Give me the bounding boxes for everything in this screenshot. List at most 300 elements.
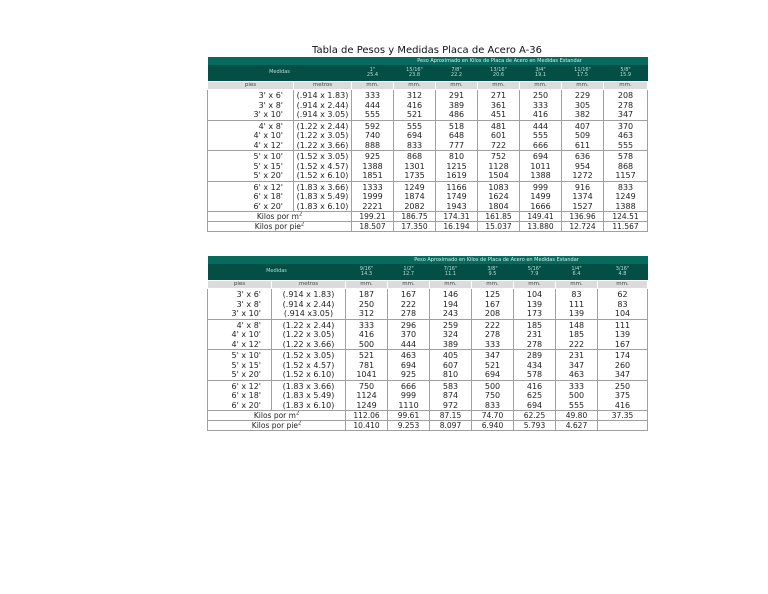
weight-value: 1499 (530, 192, 551, 201)
size-metros-line: (1.52 x 3.05) (296, 152, 349, 161)
kilos_m2-value: 136.96 (562, 212, 604, 222)
weight-value: 312 (358, 309, 375, 318)
weight-value: 500 (568, 391, 585, 400)
weight-cell (472, 380, 514, 411)
thickness-inch: 1/4" (571, 265, 582, 272)
weight-cell (436, 181, 478, 212)
weight-value: 125 (484, 290, 501, 299)
thickness-mm: 17.5 (576, 72, 589, 78)
size-pies-line: 4' x 10' (231, 330, 261, 339)
weight-cell (598, 319, 648, 350)
thickness-inch: 13/16" (490, 66, 507, 73)
weight-value: 1735 (404, 171, 425, 180)
thickness-column-header (472, 264, 514, 281)
size-metros-line: (1.83 x 5.49) (282, 391, 335, 400)
weight-cell (352, 151, 394, 182)
kilos_pie2-value: 16.194 (436, 222, 478, 232)
weight-cell (514, 289, 556, 320)
weight-cell (472, 319, 514, 350)
size-metros-line: (1.83 x 5.49) (296, 192, 349, 201)
weight-value: 833 (617, 182, 634, 192)
weight-value: 463 (568, 370, 585, 379)
weight-value: 888 (364, 140, 381, 150)
weight-value: 222 (400, 299, 417, 309)
weight-cell (556, 380, 598, 411)
table-row (208, 319, 648, 350)
weight-value: 148 (568, 320, 585, 330)
size-metros (294, 120, 352, 151)
weight-value: 416 (406, 100, 423, 110)
weight-value: 111 (568, 299, 585, 309)
page-title: Tabla de Pesos y Medidas Placa de Acero A-36 (312, 45, 542, 56)
unit-mm: mm. (394, 82, 436, 90)
weight-cell (430, 380, 472, 411)
size-pies-line: 4' x 8' (236, 320, 261, 330)
size-pies-line: 5' x 20' (253, 171, 283, 180)
weight-value: 583 (442, 381, 459, 391)
weight-value: 229 (574, 91, 591, 100)
weight-cell (394, 151, 436, 182)
weight-value: 509 (574, 131, 591, 140)
weight-value: 1041 (356, 370, 377, 379)
kilos_m2-value: 149.41 (520, 212, 562, 222)
weight-value: 999 (532, 182, 549, 192)
thickness-column-header (436, 65, 478, 82)
kilos-m2-row (208, 212, 648, 222)
weight-value: 222 (568, 339, 585, 349)
weight-value: 146 (442, 290, 459, 299)
kilos_m2-label-text: Kilos por m (256, 212, 299, 221)
weight-value: 111 (614, 320, 631, 330)
weight-value: 259 (442, 320, 459, 330)
size-pies-line: 5' x 20' (231, 370, 261, 379)
weight-value: 291 (448, 91, 465, 100)
weight-value: 1124 (356, 391, 377, 400)
weight-value: 648 (448, 131, 465, 140)
size-pies (208, 90, 294, 121)
table-caption: Peso Aproximado en Kilos de Placa de Acero en Medidas Estandar (352, 57, 648, 65)
weight-cell (436, 120, 478, 151)
size-pies (208, 120, 294, 151)
weight-value: 167 (484, 299, 501, 309)
weight-value: 231 (568, 351, 585, 360)
unit-mm: mm. (388, 281, 430, 289)
size-pies-line: 6' x 18' (253, 192, 283, 201)
weight-value: 278 (617, 100, 634, 110)
unit-mm: mm. (472, 281, 514, 289)
weight-value: 521 (406, 110, 423, 119)
unit-metros: metros (294, 82, 352, 90)
size-pies-line: 5' x 15' (231, 360, 261, 370)
weight-value: 375 (614, 391, 631, 400)
weight-value: 222 (484, 320, 501, 330)
weight-cell (430, 319, 472, 350)
thickness-mm: 22.2 (450, 72, 463, 78)
weight-value: 1083 (488, 182, 509, 192)
kilos_pie2-label (208, 222, 352, 232)
thickness-inch: 7/16" (443, 265, 458, 272)
weight-value: 139 (526, 299, 543, 309)
weight-value: 1157 (615, 171, 636, 180)
weight-value: 1388 (530, 171, 551, 180)
weight-value: 347 (617, 110, 634, 119)
size-pies-line: 4' x 12' (231, 339, 261, 349)
weight-cell (478, 120, 520, 151)
size-metros-line: (1.83 x 6.10) (282, 400, 335, 410)
table-row (208, 350, 648, 381)
medidas-header: Medidas (208, 264, 346, 281)
weight-value: 416 (358, 330, 375, 339)
size-pies-line: 6' x 12' (253, 182, 283, 192)
weight-cell (598, 380, 648, 411)
thickness-inch: 3/16" (615, 265, 630, 272)
size-metros-line: (.914 x 1.83) (296, 91, 349, 100)
kilos_pie2-value: 5.793 (514, 421, 556, 431)
weight-value: 607 (442, 360, 459, 370)
size-pies (208, 319, 272, 350)
thickness-inch: 9/16" (359, 265, 374, 272)
kilos_m2-value: 174.31 (436, 212, 478, 222)
weight-value: 694 (400, 360, 417, 370)
weight-value: 278 (526, 339, 543, 349)
weight-value: 389 (442, 339, 459, 349)
weight-value: 781 (358, 360, 375, 370)
size-pies-line: 3' x 8' (258, 100, 283, 110)
thickness-column-header (520, 65, 562, 82)
weight-value: 578 (617, 152, 634, 161)
size-pies-line: 3' x 8' (236, 299, 261, 309)
weight-value: 2082 (404, 201, 425, 211)
weight-cell (394, 90, 436, 121)
thickness-inch: 3/4" (535, 66, 546, 73)
weight-value: 1999 (362, 192, 383, 201)
weight-value: 972 (442, 400, 459, 410)
size-pies-line: 4' x 8' (258, 121, 283, 131)
weight-value: 370 (400, 330, 417, 339)
size-metros-line: (.914 x3.05) (283, 309, 334, 318)
unit-metros: metros (272, 281, 346, 289)
kilos_m2-value: 74.70 (472, 411, 514, 421)
weight-cell (394, 181, 436, 212)
table-row (208, 181, 648, 212)
weight-value: 954 (574, 161, 591, 171)
weight-value: 2221 (362, 201, 383, 211)
size-metros-line: (.914 x 2.44) (282, 299, 335, 309)
table-caption-row (208, 57, 648, 65)
weight-value: 925 (400, 370, 417, 379)
weight-value: 592 (364, 121, 381, 131)
weight-value: 312 (406, 91, 423, 100)
size-metros-line: (1.52 x 4.57) (296, 161, 349, 171)
unit-pies: pies (208, 281, 272, 289)
weight-value: 666 (400, 381, 417, 391)
weight-cell (478, 90, 520, 121)
weight-value: 916 (574, 182, 591, 192)
weight-value: 347 (484, 351, 501, 360)
weight-cell (604, 120, 648, 151)
weight-value: 521 (484, 360, 501, 370)
size-pies (208, 181, 294, 212)
weight-value: 833 (484, 400, 501, 410)
weight-value: 208 (484, 309, 501, 318)
thickness-column-header (388, 264, 430, 281)
weight-value: 1166 (446, 182, 467, 192)
kilos_pie2-value: 8.097 (430, 421, 472, 431)
weight-value: 1749 (446, 192, 467, 201)
weight-cell (562, 151, 604, 182)
weight-value: 694 (484, 370, 501, 379)
size-metros-line: (1.22 x 3.05) (296, 131, 349, 140)
thickness-column-header (478, 65, 520, 82)
weight-value: 1666 (530, 201, 551, 211)
kilos_m2-value: 37.35 (598, 411, 648, 421)
weight-value: 451 (490, 110, 507, 119)
weight-value: 1249 (404, 182, 425, 192)
weight-cell (598, 350, 648, 381)
weight-value: 500 (484, 381, 501, 391)
size-metros-line: (1.83 x 3.66) (282, 381, 335, 391)
weight-cell (556, 319, 598, 350)
table-row (208, 120, 648, 151)
size-metros (272, 319, 346, 350)
thickness-inch: 7/8" (451, 66, 462, 73)
weight-value: 174 (614, 351, 631, 360)
thickness-column-header (430, 264, 472, 281)
size-metros (272, 350, 346, 381)
thickness-mm: 6.4 (572, 271, 581, 277)
squared-sign: 2 (295, 410, 300, 417)
weight-cell (430, 289, 472, 320)
thickness-inch: 1" (369, 66, 376, 73)
size-pies-line: 3' x 10' (231, 309, 261, 318)
thickness-mm: 20.6 (492, 72, 505, 78)
weight-value: 810 (448, 152, 465, 161)
kilos_m2-value: 62.25 (514, 411, 556, 421)
kilos_m2-value: 87.15 (430, 411, 472, 421)
weight-value: 444 (532, 121, 549, 131)
weight-cell (436, 90, 478, 121)
weight-value: 500 (358, 339, 375, 349)
weight-value: 1624 (488, 192, 509, 201)
weight-value: 231 (526, 330, 543, 339)
thickness-inch: 5/16" (527, 265, 542, 272)
weight-cell (346, 289, 388, 320)
weight-cell (388, 319, 430, 350)
size-pies-line: 4' x 12' (253, 140, 283, 150)
thickness-mm: 7.9 (530, 271, 539, 277)
unit-mm: mm. (436, 82, 478, 90)
weight-value: 1011 (530, 161, 551, 171)
weight-value: 666 (532, 140, 549, 150)
thickness-mm: 12.7 (402, 271, 415, 277)
size-metros (294, 90, 352, 121)
weight-value: 740 (364, 131, 381, 140)
thickness-mm: 19.1 (534, 72, 547, 78)
thickness-column-header (598, 264, 648, 281)
kilos_pie2-label-text: Kilos por pie (254, 222, 302, 231)
weight-cell (556, 289, 598, 320)
weight-value: 810 (442, 370, 459, 379)
weight-cell (556, 350, 598, 381)
table-row (208, 151, 648, 182)
kilos-pie2-row (208, 421, 648, 431)
unit-mm: mm. (478, 82, 520, 90)
weight-value: 434 (526, 360, 543, 370)
weight-value: 347 (614, 370, 631, 379)
kilos_m2-value: 161.85 (478, 212, 520, 222)
weight-cell (562, 120, 604, 151)
weight-value: 750 (484, 391, 501, 400)
size-metros-line: (1.22 x 3.66) (296, 140, 349, 150)
weight-cell (352, 90, 394, 121)
unit-mm: mm. (604, 82, 648, 90)
weight-value: 868 (406, 152, 423, 161)
size-pies-line: 6' x 12' (231, 381, 261, 391)
thickness-column-header (604, 65, 648, 82)
weight-value: 1249 (615, 192, 636, 201)
weight-value: 1943 (446, 201, 467, 211)
table-caption: Peso Aproximado en Kilos de Placa de Acero en Medidas Estandar (346, 256, 648, 264)
weight-cell (514, 350, 556, 381)
weight-value: 601 (490, 131, 507, 140)
weight-cell (472, 350, 514, 381)
kilos_pie2-value: 6.940 (472, 421, 514, 431)
kilos_m2-value: 112.06 (346, 411, 388, 421)
size-pies-line: 5' x 15' (253, 161, 283, 171)
weight-value: 185 (568, 330, 585, 339)
size-metros-line: (1.22 x 3.66) (282, 339, 335, 349)
weight-value: 611 (574, 140, 591, 150)
size-metros-line: (1.52 x 6.10) (282, 370, 335, 379)
weight-value: 694 (406, 131, 423, 140)
size-metros (272, 289, 346, 320)
size-pies (208, 289, 272, 320)
size-metros-line: (.914 x 1.83) (282, 290, 335, 299)
kilos_pie2-label-text: Kilos por pie (251, 421, 299, 430)
unit-pies: pies (208, 82, 294, 90)
weight-value: 750 (358, 381, 375, 391)
weight-value: 555 (406, 121, 423, 131)
thickness-column-header (562, 65, 604, 82)
size-metros-line: (1.83 x 3.66) (296, 182, 349, 192)
thickness-column-header (556, 264, 598, 281)
weight-value: 694 (526, 400, 543, 410)
thickness-inch: 3/8" (487, 265, 498, 272)
weight-value: 752 (490, 152, 507, 161)
weight-value: 324 (442, 330, 459, 339)
size-pies-line: 6' x 20' (253, 201, 283, 211)
weight-cell (352, 120, 394, 151)
unit-mm: mm. (562, 82, 604, 90)
kilos_m2-value: 124.51 (604, 212, 648, 222)
weight-cell (520, 120, 562, 151)
weight-value: 250 (358, 299, 375, 309)
weight-value: 1128 (488, 161, 509, 171)
weight-cell (346, 380, 388, 411)
thickness-mm: 25.4 (366, 72, 379, 78)
size-pies (208, 350, 272, 381)
weight-value: 250 (532, 91, 549, 100)
weight-value: 333 (358, 320, 375, 330)
unit-row (208, 82, 648, 90)
size-metros-line: (1.22 x 2.44) (296, 121, 349, 131)
weight-value: 289 (526, 351, 543, 360)
squared-sign: 2 (298, 211, 303, 218)
kilos_m2-label-text: Kilos por m (253, 411, 296, 420)
table-row (208, 90, 648, 121)
weight-cell (478, 181, 520, 212)
thickness-inch: 5/8" (620, 66, 631, 73)
kilos_m2-value: 99.61 (388, 411, 430, 421)
table-caption-row (208, 256, 648, 264)
thickness-mm: 14.3 (360, 271, 373, 277)
steel-plate-table-2 (207, 256, 648, 431)
weight-cell (520, 181, 562, 212)
weight-cell (352, 181, 394, 212)
weight-value: 722 (490, 140, 507, 150)
size-metros (272, 380, 346, 411)
unit-mm: mm. (352, 82, 394, 90)
thickness-mm: 4.8 (618, 271, 627, 277)
size-metros (294, 181, 352, 212)
weight-value: 167 (400, 290, 417, 299)
weight-value: 1249 (356, 400, 377, 410)
weight-value: 1874 (404, 192, 425, 201)
weight-value: 278 (400, 309, 417, 318)
weight-value: 407 (574, 121, 591, 131)
size-metros-line: (1.52 x 4.57) (282, 360, 335, 370)
weight-value: 694 (532, 152, 549, 161)
weight-value: 333 (484, 339, 501, 349)
weight-value: 1388 (615, 201, 636, 211)
weight-cell (388, 380, 430, 411)
weight-value: 444 (400, 339, 417, 349)
size-metros-line: (1.22 x 3.05) (282, 330, 335, 339)
kilos_m2-value: 199.21 (352, 212, 394, 222)
weight-value: 382 (574, 110, 591, 119)
weight-value: 874 (442, 391, 459, 400)
thickness-column-header (394, 65, 436, 82)
squared-sign: 2 (301, 221, 305, 228)
weight-value: 486 (448, 110, 465, 119)
thickness-mm: 11.1 (444, 271, 457, 277)
weight-value: 139 (568, 309, 585, 318)
thickness-column-header (346, 264, 388, 281)
weight-value: 194 (442, 299, 459, 309)
weight-value: 271 (490, 91, 507, 100)
weight-value: 167 (614, 339, 631, 349)
weight-value: 625 (526, 391, 543, 400)
weight-value: 1374 (572, 192, 593, 201)
weight-value: 260 (614, 360, 631, 370)
weight-cell (346, 350, 388, 381)
weight-value: 187 (358, 290, 375, 299)
unit-mm: mm. (514, 281, 556, 289)
kilos_pie2-value: 12.724 (562, 222, 604, 232)
weight-value: 333 (364, 91, 381, 100)
size-metros-line: (1.83 x 6.10) (296, 201, 349, 211)
weight-value: 416 (526, 381, 543, 391)
weight-value: 333 (568, 381, 585, 391)
weight-value: 555 (364, 110, 381, 119)
weight-value: 1215 (446, 161, 467, 171)
thickness-column-header (352, 65, 394, 82)
weight-value: 555 (617, 140, 634, 150)
weight-cell (478, 151, 520, 182)
weight-cell (346, 319, 388, 350)
kilos_pie2-value: 10.410 (346, 421, 388, 431)
weight-value: 555 (568, 400, 585, 410)
